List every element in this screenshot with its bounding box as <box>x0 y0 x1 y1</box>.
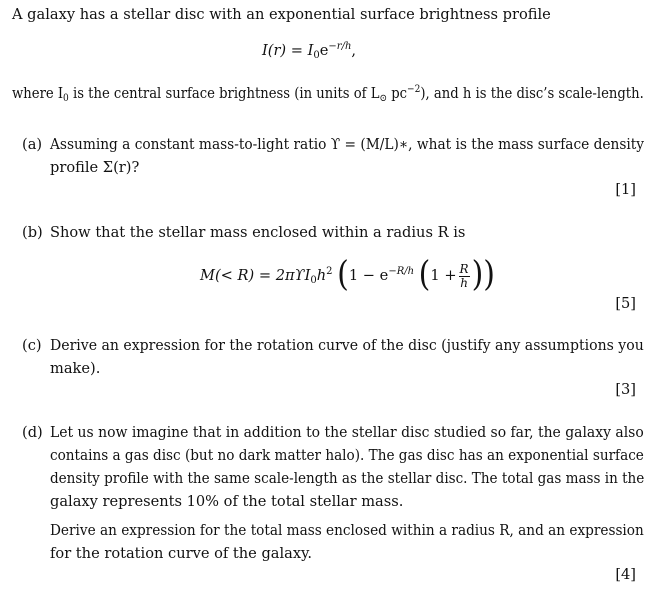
r-over-h-fraction <box>459 263 470 290</box>
frac-numerator: R <box>459 261 469 276</box>
part-d-line-5: Derive an expression for the total mass enclosed within a radius R, and an expression <box>50 522 644 539</box>
part-d-line-4: galaxy represents 10% of the total stellar mass. <box>50 493 404 510</box>
part-d-line-2: contains a gas disc (but no dark matter halo). The gas disc has an exponential surface <box>50 447 644 464</box>
part-c-label: (c) <box>22 337 42 354</box>
part-b-line-1: Show that the stellar mass enclosed within a radius R is <box>50 224 466 241</box>
left-paren-outer: ( <box>337 254 349 295</box>
part-b-label: (b) <box>22 224 43 241</box>
part-a-label: (a) <box>22 136 43 153</box>
eq-b-h-exp: 2 <box>326 266 333 277</box>
eq-b-one-minus: 1 − e <box>348 267 389 284</box>
part-b-marks: [5] <box>615 295 636 312</box>
right-parens: )) <box>471 254 496 295</box>
part-d-line-3: density profile with the same scale-length as the stellar disc. The total gas mass in the <box>50 470 645 487</box>
where-post: ), and h is the disc’s scale-length. <box>420 85 644 102</box>
equation-base: e <box>319 42 329 59</box>
where-unit-exp: −2 <box>407 84 421 95</box>
part-d-line-1: Let us now imagine that in addition to the stellar disc studied so far, the galaxy also <box>50 424 644 441</box>
eq-b-one-plus: 1 + <box>430 267 457 284</box>
part-a-line-2: profile Σ(r)? <box>50 159 140 176</box>
left-paren-inner: ( <box>418 254 431 295</box>
sun-symbol: ⊙ <box>379 93 388 104</box>
equation-lhs: I(r) = I <box>262 42 314 59</box>
part-c-line-1: Derive an expression for the rotation curve of the disc (justify any assumptions you <box>50 337 644 354</box>
eq-b-exp: −R/h <box>388 266 415 277</box>
equation-tail: , <box>351 42 357 59</box>
equation-exponent: −r/h <box>328 41 352 52</box>
frac-denominator: h <box>460 275 468 290</box>
where-line <box>12 84 644 104</box>
brightness-equation <box>262 41 357 61</box>
eq-b-h: h <box>316 267 327 284</box>
eq-b-lhs: M(< R) = 2πϒI <box>200 267 311 284</box>
part-c-marks: [3] <box>615 381 636 398</box>
eq-b-sub: 0 <box>310 275 317 286</box>
enclosed-mass-equation <box>200 254 496 295</box>
where-mid: is the central surface brightness (in units of L <box>68 85 380 102</box>
part-d-line-6: for the rotation curve of the galaxy. <box>50 545 313 562</box>
where-pre: where I <box>12 85 64 102</box>
part-d-label: (d) <box>22 424 43 441</box>
where-unit: pc <box>387 85 408 102</box>
part-c-line-2: make). <box>50 360 101 377</box>
where-sub: 0 <box>63 93 69 104</box>
part-d-marks: [4] <box>615 566 636 583</box>
equation-sub: 0 <box>313 50 320 61</box>
intro-line: A galaxy has a stellar disc with an exponential surface brightness profile <box>12 6 551 23</box>
part-a-marks: [1] <box>615 181 636 198</box>
part-a-line-1: Assuming a constant mass-to-light ratio ϒ = (M/L)∗, what is the mass surface density <box>50 136 645 153</box>
